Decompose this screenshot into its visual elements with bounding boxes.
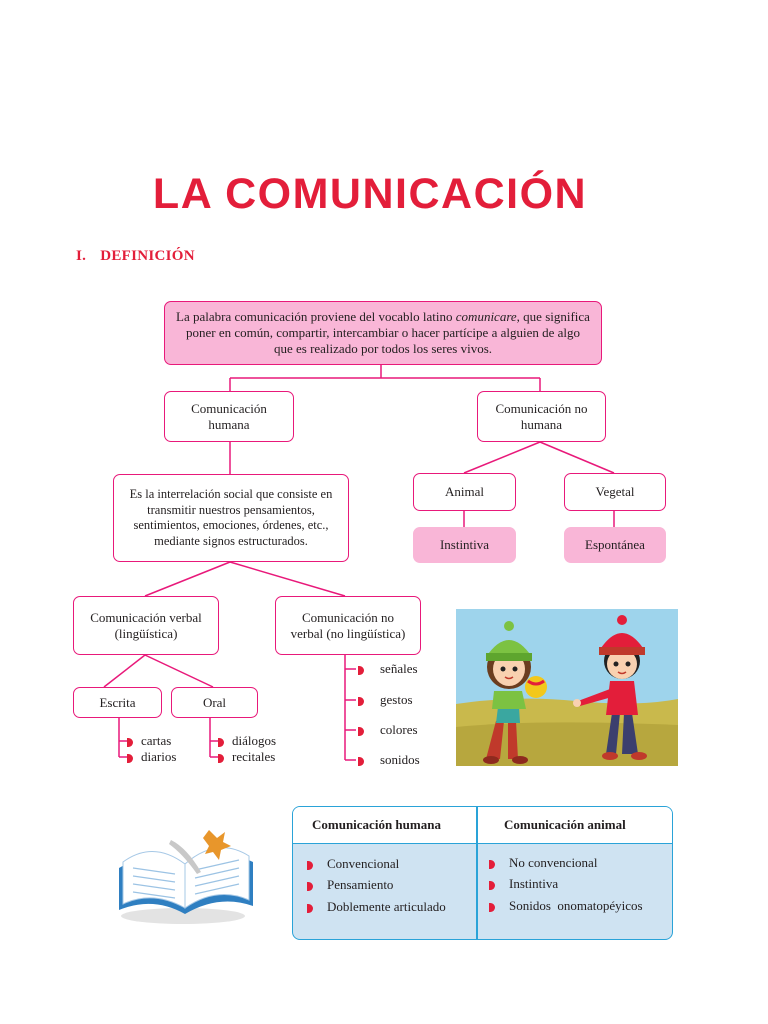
bullet-icon xyxy=(307,861,313,870)
bullet-icon xyxy=(358,666,364,675)
oral-label: Oral xyxy=(202,694,227,710)
escrita-label: Escrita xyxy=(99,694,136,710)
humana-label: Comunicación humana xyxy=(191,400,267,432)
bullet-icon xyxy=(307,882,313,891)
humana-description-box xyxy=(113,474,349,562)
table-cell: Sonidos onomatopéyicos xyxy=(489,898,643,914)
bullet-icon xyxy=(489,860,495,869)
escrita-box xyxy=(73,687,162,718)
list-item: diarios xyxy=(127,749,176,765)
humana-box xyxy=(164,391,294,442)
table-header-humana: Comunicación humana xyxy=(312,817,441,832)
animal-box xyxy=(413,473,516,511)
oral-box xyxy=(171,687,258,718)
open-book-illustration xyxy=(113,818,258,928)
bullet-icon xyxy=(307,904,313,913)
bullet-icon xyxy=(489,903,495,912)
section-label: DEFINICIÓN xyxy=(100,248,195,264)
bullet-icon xyxy=(127,738,133,747)
no-verbal-box xyxy=(275,596,421,655)
table-cell: Doblemente articulado xyxy=(307,899,446,915)
instintiva-label: Instintiva xyxy=(439,537,490,552)
list-item: señales xyxy=(358,661,418,677)
no-humana-label: Comunicación no humana xyxy=(495,400,588,432)
verbal-label: Comunicación verbal (lingüística) xyxy=(90,609,202,641)
definition-box xyxy=(164,301,602,365)
bullet-icon xyxy=(358,727,364,736)
list-item: cartas xyxy=(127,733,171,749)
bullet-icon xyxy=(358,697,364,706)
table-cell: Instintiva xyxy=(489,876,558,892)
vegetal-box xyxy=(564,473,666,511)
bullet-icon xyxy=(489,881,495,890)
page-title: LA COMUNICACIÓN xyxy=(152,170,588,218)
table-cell: Convencional xyxy=(307,856,399,872)
section-number: I. xyxy=(76,248,87,264)
list-item: colores xyxy=(358,722,418,738)
verbal-box xyxy=(73,596,219,655)
instintiva-box xyxy=(413,527,516,563)
list-item: sonidos xyxy=(358,752,420,768)
list-item: diálogos xyxy=(218,733,276,749)
table-cell: Pensamiento xyxy=(307,877,393,893)
definition-latin-word: comunicare xyxy=(455,309,517,324)
definition-text-part1: La palabra comunicación proviene del vocablo latino xyxy=(176,309,456,324)
table-header-animal: Comunicación animal xyxy=(504,817,626,832)
humana-description: Es la interrelación social que consiste en transmitir nuestros pensamientos, sentimientos, emociones, órdenes, etc., mediante signos estructurados. xyxy=(129,487,333,548)
bullet-icon xyxy=(127,754,133,763)
table-cell: No convencional xyxy=(489,855,597,871)
list-item: recitales xyxy=(218,749,275,765)
no-verbal-label: Comunicación no verbal (no lingüística) xyxy=(290,609,406,641)
bullet-icon xyxy=(358,757,364,766)
bullet-icon xyxy=(218,738,224,747)
no-humana-box xyxy=(477,391,606,442)
vegetal-label: Vegetal xyxy=(595,484,635,499)
definition-text-part2: , que significa poner en común, compartir, intercambiar o hacer partícipe a alguien de algo que es realizado por todos los seres vivos. xyxy=(186,309,590,356)
animal-label: Animal xyxy=(445,484,484,499)
table-divider xyxy=(476,807,478,939)
list-item: gestos xyxy=(358,692,413,708)
espontanea-label: Espontánea xyxy=(585,537,645,552)
espontanea-box xyxy=(564,527,666,563)
children-playing-illustration xyxy=(456,609,678,766)
comparison-table xyxy=(292,806,673,940)
bullet-icon xyxy=(218,754,224,763)
